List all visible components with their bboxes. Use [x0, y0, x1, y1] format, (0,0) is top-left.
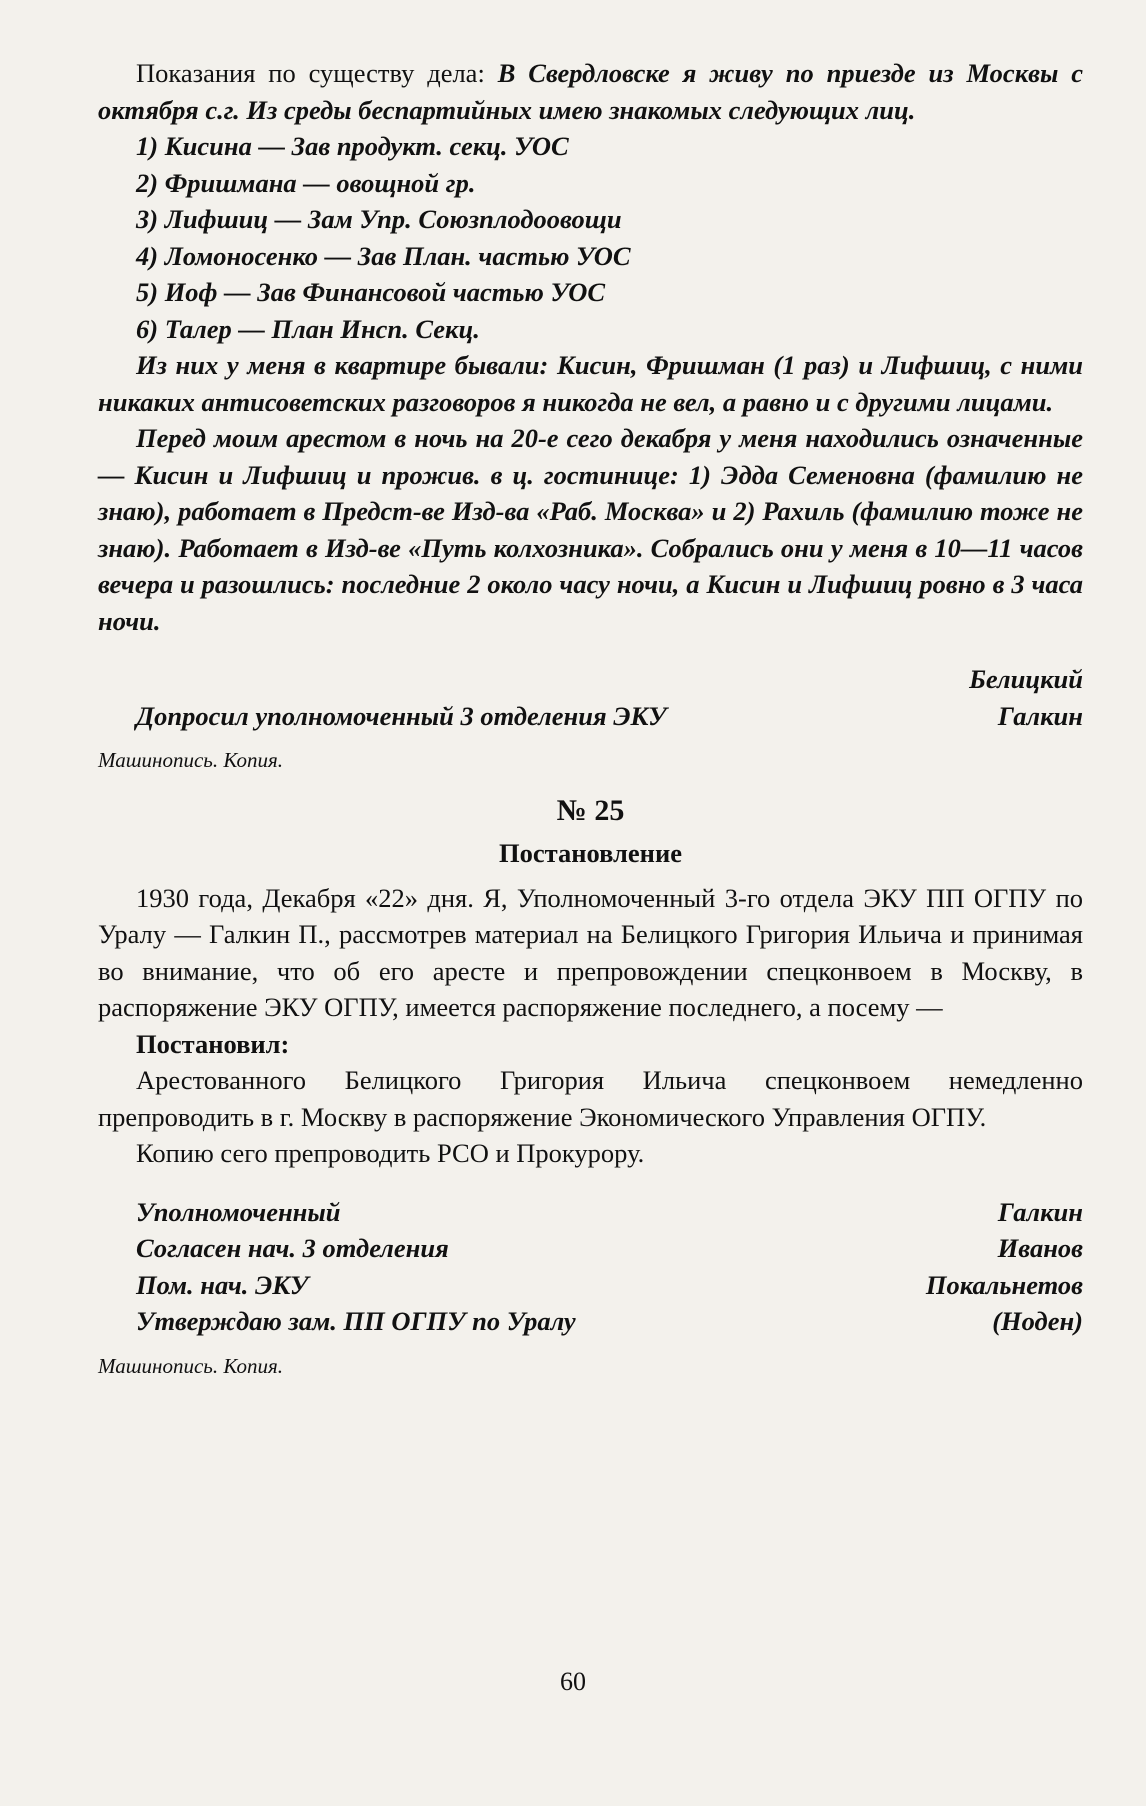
document-note: Машинопись. Копия. — [98, 1353, 284, 1378]
signature-role: Уполномоченный — [136, 1196, 341, 1227]
acquaintance-item: 4) Ломоносенко — Зав План. частью УОС — [136, 240, 631, 271]
document-number: № 25 — [556, 793, 625, 827]
testimony-intro-text: В Свердловске я живу по приезде из Москвы с октября с.г. Из среды беспартийных имею знакомых следующих лиц. — [98, 58, 1084, 125]
acquaintance-item: 2) Фришмана — овощной гр. — [136, 167, 476, 198]
arrest-paragraph: Перед моим арестом в ночь на 20-е сего декабря у меня находились означенные — Кисин и Лифшиц и прожив. в ц. гостинице: 1) Эдда Семеновна (фамилию не знаю), работает в Предст-ве Изд-ва «Раб. Москва» и 2) Рахиль (фамилию тоже не знаю). Работает в Изд-ве «Путь колхозника». Собрались они у меня в 10—11 часов вечера и разошлись: последние 2 около часу ночи, а Кисин и Лифшиц ровно в 3 часа ночи. — [98, 423, 1083, 636]
decision-text: Арестованного Белицкого Григория Ильича спецконвоем немедленно препроводить в г. Москву в распоряжение Экономического Управления ОГПУ. — [98, 1065, 1083, 1132]
resolution-body: 1930 года, Декабря «22» дня. Я, Уполномоченный 3-го отдела ЭКУ ПП ОГПУ по Уралу — Галкин П., рассмотрев материал на Белицкого Григория Ильича и принимая во внимание, что об его аресте и препровождении спецконвоем в Москву, в распоряжение ЭКУ ОГПУ, имеется распоряжение последнего, а посему — — [98, 882, 1083, 1022]
signature-name: Покальнетов — [925, 1269, 1083, 1300]
signature-name: (Ноден) — [992, 1306, 1083, 1336]
text-column — [98, 55, 1083, 1384]
interrogator-name: Галкин — [997, 700, 1083, 731]
acquaintance-item: 3) Лифшиц — Зам Упр. Союзплодоовощи — [136, 204, 622, 234]
interrogator-line — [98, 698, 1083, 735]
signature-role: Пом. нач. ЭКУ — [136, 1269, 309, 1300]
document-title: Постановление — [499, 838, 682, 868]
acquaintance-item: 5) Иоф — Зав Финансовой частью УОС — [136, 277, 606, 307]
signature-row — [98, 1230, 1083, 1267]
signature-name: Иванов — [997, 1233, 1083, 1263]
signature-row — [98, 1267, 1083, 1304]
signature-name: Галкин — [997, 1196, 1083, 1227]
signature-role: Согласен нач. 3 отделения — [136, 1233, 449, 1263]
visitors-paragraph: Из них у меня в квартире бывали: Кисин, Фришман (1 раз) и Лифшиц, с ними никаких антисоветских разговоров я никогда не вел, а равно и с другими лицами. — [98, 350, 1083, 417]
acquaintance-item: 1) Кисина — Зав продукт. секц. УОС — [136, 131, 569, 161]
interrogator-label: Допросил уполномоченный 3 отделения ЭКУ — [136, 700, 667, 731]
decided-label: Постановил: — [136, 1028, 290, 1059]
signature-row — [98, 1303, 1083, 1340]
acquaintance-item: 6) Талер — План Инсп. Секц. — [136, 313, 480, 344]
page-number: 60 — [560, 1667, 586, 1696]
signature-row — [98, 1194, 1083, 1231]
signature-role: Утверждаю зам. ПП ОГПУ по Уралу — [136, 1306, 576, 1336]
testimony-signer: Белицкий — [969, 664, 1083, 694]
testimony-intro — [98, 55, 1083, 128]
testimony-note: Машинопись. Копия. — [98, 748, 284, 772]
testimony-intro-label: Показания по существу дела: — [136, 58, 485, 88]
copy-line: Копию сего препроводить РСО и Прокурору. — [136, 1138, 645, 1168]
